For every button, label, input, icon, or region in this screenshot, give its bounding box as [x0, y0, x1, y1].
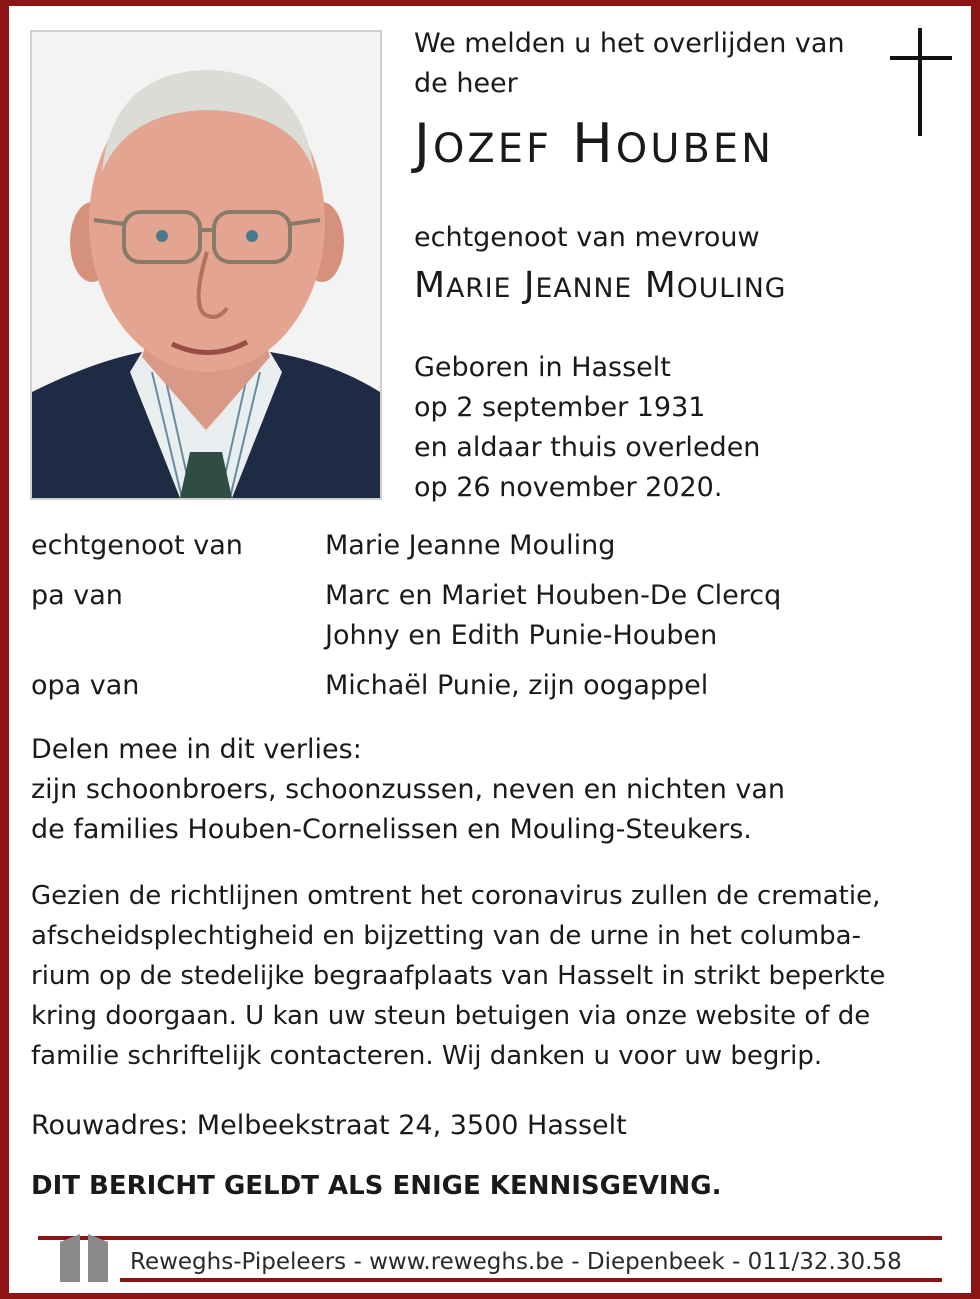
family-names	[325, 666, 708, 706]
family-relation: pa van	[31, 580, 123, 611]
family-member: Johny en Edith Punie-Houben	[325, 620, 718, 651]
deceased-last-name: HOUBEN	[572, 112, 774, 175]
sharing-line: Delen mee in dit verlies:	[31, 734, 362, 765]
sharing-line: de families Houben-Cornelissen en Mouling-Steukers.	[31, 814, 752, 845]
spouse-label: echtgenoot van mevrouw	[414, 222, 760, 253]
birth-line: Geboren in Hasselt	[414, 352, 671, 383]
funeral-home-footer: Reweghs-Pipeleers - www.reweghs.be - Diepenbeek - 011/32.30.58	[130, 1249, 902, 1275]
intro-line: We melden u het overlijden van	[414, 28, 845, 59]
intro-line: de heer	[414, 68, 518, 99]
family-list	[31, 526, 931, 716]
portrait-illustration	[32, 32, 380, 498]
family-names	[325, 576, 781, 656]
birth-line: op 2 september 1931	[414, 392, 706, 423]
family-row	[31, 666, 931, 706]
family-member: Marc en Mariet Houben-De Clercq	[325, 580, 782, 611]
notice-line: rium op de stedelijke begraafplaats van Hasselt in strikt beperkte	[31, 961, 886, 991]
funeral-home-logo-icon	[56, 1232, 112, 1282]
family-names	[325, 526, 615, 566]
sharing-line: zijn schoonbroers, schoonzussen, neven en nichten van	[31, 774, 786, 805]
family-relation: opa van	[31, 670, 140, 701]
family-member: Marie Jeanne Mouling	[325, 530, 616, 561]
notice-line: kring doorgaan. U kan uw steun betuigen via onze website of de	[31, 1001, 871, 1031]
notice-line: Gezien de richtlijnen omtrent het coronavirus zullen de crematie,	[31, 881, 881, 911]
footer-divider	[120, 1278, 942, 1282]
sharing-paragraph	[31, 730, 951, 850]
family-relation: echtgenoot van	[31, 530, 243, 561]
death-line: en aldaar thuis overleden	[414, 432, 761, 463]
family-row	[31, 526, 931, 566]
spouse-name: MARIE JEANNE MOULING	[414, 265, 787, 306]
death-line: op 26 november 2020.	[414, 472, 723, 503]
portrait-photo	[30, 30, 382, 500]
deceased-first-name: JOZEF	[414, 112, 552, 175]
deceased-name	[414, 104, 774, 189]
family-member: Michaël Punie, zijn oogappel	[325, 670, 709, 701]
notice-line: afscheidsplechtigheid en bijzetting van de urne in het columba-	[31, 921, 861, 951]
notice-line: familie schriftelijk contacteren. Wij danken u voor uw begrip.	[31, 1041, 823, 1071]
cross-icon	[890, 28, 952, 136]
intro-text	[414, 24, 874, 104]
mourning-address: Rouwadres: Melbeekstraat 24, 3500 Hasselt	[31, 1110, 627, 1141]
sole-notice: DIT BERICHT GELDT ALS ENIGE KENNISGEVING.	[31, 1171, 722, 1201]
family-row	[31, 576, 931, 656]
corona-notice	[31, 876, 951, 1076]
birth-death-dates	[414, 348, 760, 508]
footer-divider	[38, 1236, 942, 1240]
